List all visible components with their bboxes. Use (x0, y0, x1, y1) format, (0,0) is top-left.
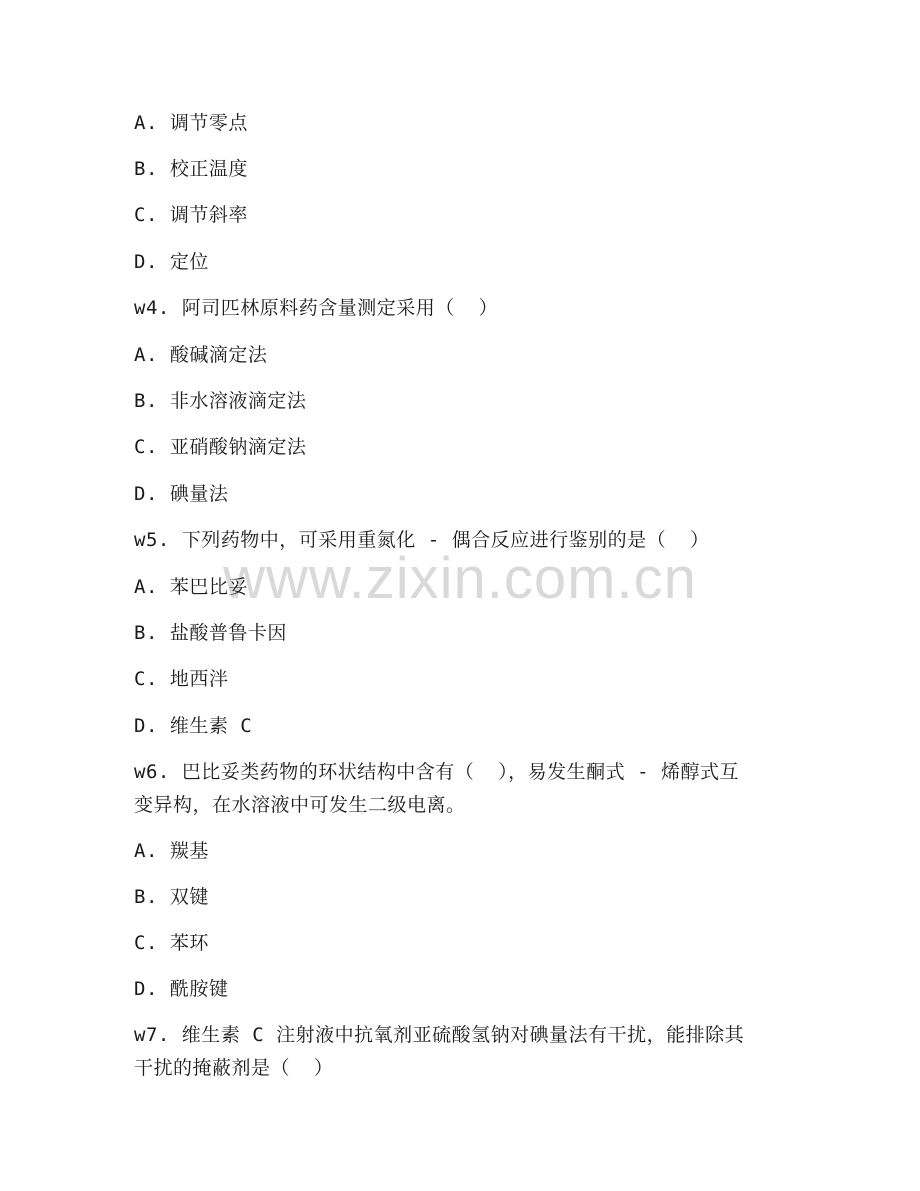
option-a: A. 调节零点 (134, 112, 248, 134)
option-d: D. 维生素 C (134, 715, 253, 737)
option-b: B. 双键 (134, 886, 209, 908)
question-w7: w7. 维生素 C 注射液中抗氧剂亚硫酸氢钠对碘量法有干扰，能排除其 (134, 1024, 745, 1046)
option-c: C. 亚硝酸钠滴定法 (134, 436, 307, 458)
option-c: C. 调节斜率 (134, 204, 248, 226)
option-a: A. 酸碱滴定法 (134, 344, 268, 366)
question-w6-continued: 变异构，在水溶液中可发生二级电离。 (134, 794, 466, 816)
question-w6: w6. 巴比妥类药物的环状结构中含有（ ），易发生酮式 - 烯醇式互 (134, 761, 739, 783)
question-w5: w5. 下列药物中，可采用重氮化 - 偶合反应进行鉴别的是（ ） (134, 529, 710, 551)
option-d: D. 碘量法 (134, 483, 229, 505)
option-c: C. 苯环 (134, 932, 209, 954)
option-c: C. 地西泮 (134, 668, 229, 690)
question-w4: w4. 阿司匹林原料药含量测定采用（ ） (134, 297, 499, 319)
option-a: A. 羰基 (134, 840, 209, 862)
option-b: B. 校正温度 (134, 158, 248, 180)
question-w7-continued: 干扰的掩蔽剂是（ ） (134, 1057, 334, 1079)
watermark: www.zixin.com.cn (223, 546, 697, 611)
option-d: D. 定位 (134, 251, 209, 273)
option-b: B. 盐酸普鲁卡因 (134, 622, 287, 644)
option-b: B. 非水溶液滴定法 (134, 390, 307, 412)
option-a: A. 苯巴比妥 (134, 576, 248, 598)
option-d: D. 酰胺键 (134, 978, 229, 1000)
